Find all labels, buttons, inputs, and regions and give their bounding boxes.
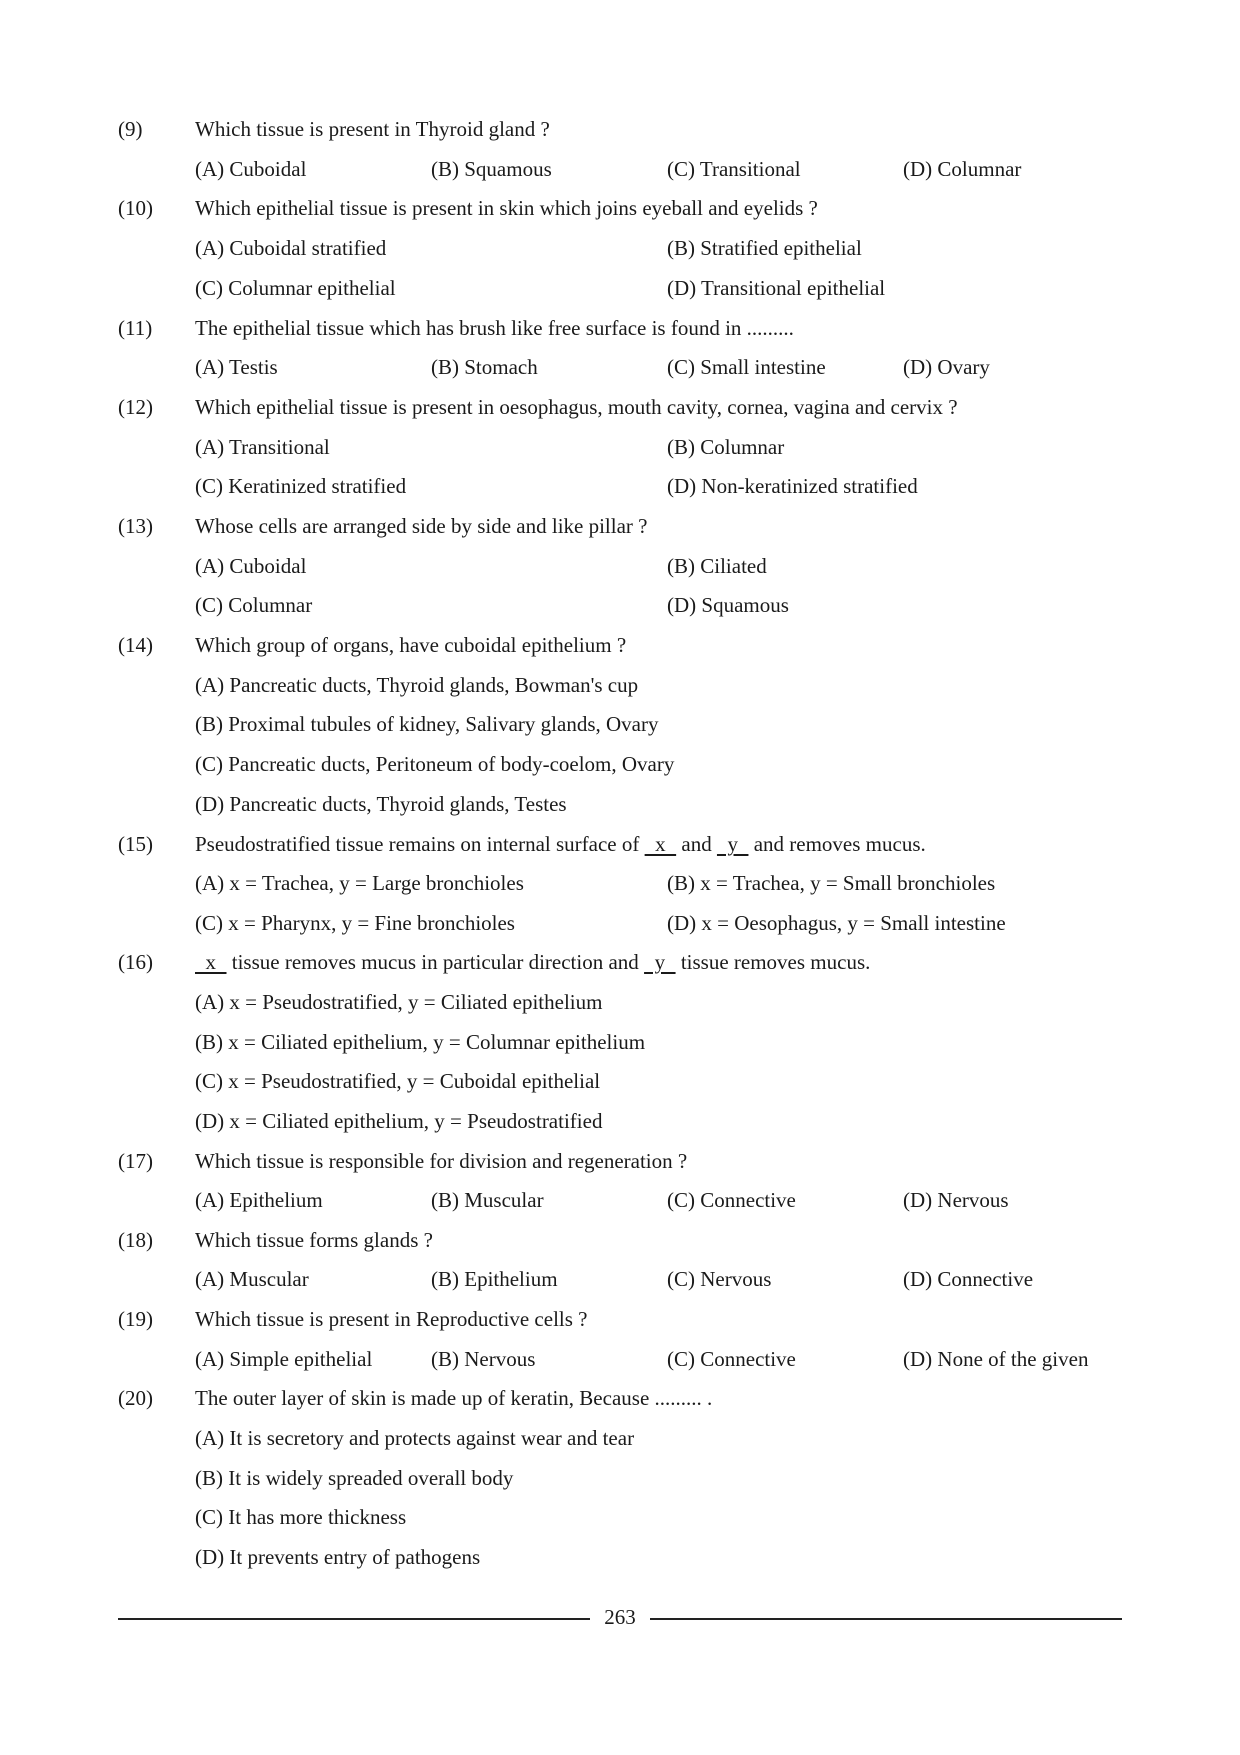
question-text: Which tissue forms glands ? — [195, 1228, 433, 1252]
option-b: (B) Squamous — [431, 157, 552, 181]
option-d: (D) None of the given — [903, 1347, 1089, 1371]
option-b: (B) It is widely spreaded overall body — [195, 1466, 514, 1490]
option-d: (D) Pancreatic ducts, Thyroid glands, Testes — [195, 792, 567, 816]
option-c: (C) Columnar — [195, 593, 313, 617]
blank-y: y — [716, 832, 749, 856]
option-c: (C) Transitional — [667, 157, 801, 181]
question-text-part: tissue removes mucus. — [675, 950, 871, 974]
footer-rule-left — [118, 1618, 590, 1620]
question-text — [195, 949, 870, 975]
option-c: (C) x = Pseudostratified, y = Cuboidal epithelial — [195, 1069, 601, 1093]
question-text-part: tissue removes mucus in particular direction and — [226, 950, 645, 974]
option-b: (B) Ciliated — [667, 554, 767, 578]
footer-rule-right — [650, 1618, 1122, 1620]
question-text: The epithelial tissue which has brush like free surface is found in ......... — [195, 316, 794, 340]
option-d: (D) Nervous — [903, 1188, 1009, 1212]
option-b: (B) Columnar — [667, 435, 785, 459]
option-c: (C) Small intestine — [667, 355, 826, 379]
option-a: (A) x = Pseudostratified, y = Ciliated epithelium — [195, 990, 603, 1014]
question-number: (13) — [118, 514, 153, 538]
option-b: (B) x = Trachea, y = Small bronchioles — [667, 871, 996, 895]
option-c: (C) Connective — [667, 1347, 796, 1371]
option-d: (D) Transitional epithelial — [667, 276, 886, 300]
question-text: Which group of organs, have cuboidal epithelium ? — [195, 633, 627, 657]
question-text — [195, 831, 926, 857]
question-number: (20) — [118, 1386, 153, 1410]
option-d: (D) Squamous — [667, 593, 789, 617]
option-b: (B) Muscular — [431, 1188, 544, 1212]
option-d: (D) It prevents entry of pathogens — [195, 1545, 481, 1569]
option-a: (A) Cuboidal stratified — [195, 236, 387, 260]
question-number: (9) — [118, 117, 143, 141]
option-b: (B) Nervous — [431, 1347, 536, 1371]
option-b: (B) Stomach — [431, 355, 538, 379]
question-text: Which epithelial tissue is present in oesophagus, mouth cavity, cornea, vagina and cervix ? — [195, 395, 958, 419]
question-text-part: and removes mucus. — [748, 832, 926, 856]
option-d: (D) Non-keratinized stratified — [667, 474, 918, 498]
question-text: Which tissue is present in Thyroid gland ? — [195, 117, 550, 141]
option-c: (C) Pancreatic ducts, Peritoneum of body-coelom, Ovary — [195, 752, 675, 776]
blank-y: y — [644, 950, 676, 974]
option-a: (A) It is secretory and protects against wear and tear — [195, 1426, 635, 1450]
option-a: (A) x = Trachea, y = Large bronchioles — [195, 871, 524, 895]
option-c: (C) Columnar epithelial — [195, 276, 396, 300]
option-b: (B) Proximal tubules of kidney, Salivary glands, Ovary — [195, 712, 659, 736]
question-number: (12) — [118, 395, 153, 419]
option-c: (C) x = Pharynx, y = Fine bronchioles — [195, 911, 515, 935]
option-a: (A) Testis — [195, 355, 278, 379]
question-number: (16) — [118, 950, 153, 974]
question-text: Which tissue is responsible for division and regeneration ? — [195, 1149, 688, 1173]
question-text-part: and — [676, 832, 717, 856]
question-text: Which epithelial tissue is present in skin which joins eyeball and eyelids ? — [195, 196, 818, 220]
option-a: (A) Simple epithelial — [195, 1347, 373, 1371]
option-c: (C) Connective — [667, 1188, 796, 1212]
question-number: (18) — [118, 1228, 153, 1252]
question-text: Whose cells are arranged side by side and like pillar ? — [195, 514, 648, 538]
option-c: (C) Nervous — [667, 1267, 772, 1291]
question-text: Which tissue is present in Reproductive cells ? — [195, 1307, 588, 1331]
option-a: (A) Muscular — [195, 1267, 309, 1291]
question-number: (10) — [118, 196, 153, 220]
option-b: (B) Epithelium — [431, 1267, 558, 1291]
option-d: (D) Connective — [903, 1267, 1034, 1291]
option-a: (A) Cuboidal — [195, 157, 307, 181]
question-number: (17) — [118, 1149, 153, 1173]
option-a: (A) Transitional — [195, 435, 330, 459]
option-a: (A) Pancreatic ducts, Thyroid glands, Bowman's cup — [195, 673, 639, 697]
option-d: (D) x = Oesophagus, y = Small intestine — [667, 911, 1006, 935]
question-number: (11) — [118, 316, 153, 340]
option-c: (C) Keratinized stratified — [195, 474, 407, 498]
question-text-part: Pseudostratified tissue remains on internal surface of — [195, 832, 645, 856]
option-d: (D) Ovary — [903, 355, 990, 379]
option-b: (B) Stratified epithelial — [667, 236, 862, 260]
question-number: (14) — [118, 633, 153, 657]
question-number: (15) — [118, 832, 153, 856]
option-c: (C) It has more thickness — [195, 1505, 407, 1529]
option-d: (D) Columnar — [903, 157, 1022, 181]
blank-x: x — [195, 950, 227, 974]
option-d: (D) x = Ciliated epithelium, y = Pseudostratified — [195, 1109, 603, 1133]
option-a: (A) Cuboidal — [195, 554, 307, 578]
page-number: 263 — [604, 1605, 636, 1629]
option-a: (A) Epithelium — [195, 1188, 323, 1212]
blank-x: x — [644, 832, 677, 856]
question-number: (19) — [118, 1307, 153, 1331]
question-text: The outer layer of skin is made up of keratin, Because ......... . — [195, 1386, 713, 1410]
option-b: (B) x = Ciliated epithelium, y = Columnar epithelium — [195, 1030, 646, 1054]
